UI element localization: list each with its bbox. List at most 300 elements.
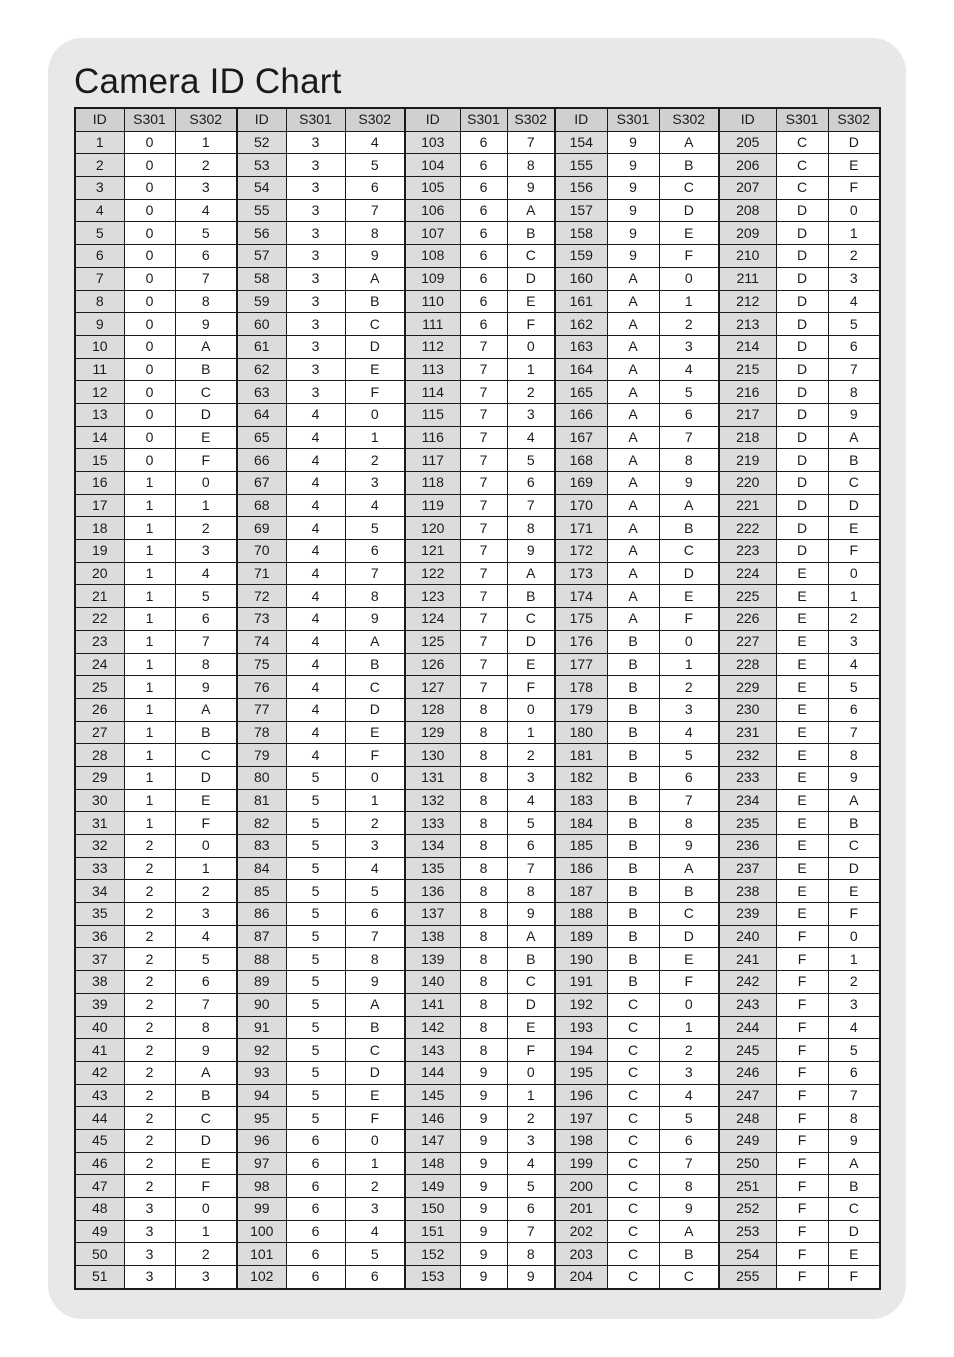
s302-cell: 5: [659, 381, 719, 404]
s301-cell: 9: [460, 1084, 507, 1107]
s302-cell: 7: [828, 358, 880, 381]
s302-cell: 4: [507, 1152, 555, 1175]
s301-cell: C: [607, 1107, 659, 1130]
table-row: [75, 177, 880, 200]
table-body: [75, 131, 880, 1289]
s302-cell: 3: [659, 1061, 719, 1084]
s301-cell: 6: [460, 131, 507, 154]
camera-id-table: [74, 107, 881, 1290]
s301-cell: 0: [124, 177, 175, 200]
s302-cell: F: [659, 608, 719, 631]
s301-cell: E: [776, 721, 828, 744]
s302-cell: B: [345, 653, 405, 676]
s302-cell: A: [507, 562, 555, 585]
id-cell: 119: [405, 494, 460, 517]
s301-cell: F: [776, 948, 828, 971]
s301-cell: 0: [124, 403, 175, 426]
s301-cell: 2: [124, 1039, 175, 1062]
id-cell: 97: [237, 1152, 286, 1175]
id-cell: 98: [237, 1175, 286, 1198]
s302-cell: 5: [828, 313, 880, 336]
s302-cell: 8: [659, 1175, 719, 1198]
table-row: [75, 789, 880, 812]
table-row: [75, 585, 880, 608]
s302-cell: A: [507, 199, 555, 222]
s301-cell: 0: [124, 222, 175, 245]
s301-cell: 4: [286, 494, 345, 517]
id-cell: 23: [75, 630, 124, 653]
s302-cell: 4: [507, 789, 555, 812]
s301-cell: 1: [124, 540, 175, 563]
id-cell: 113: [405, 358, 460, 381]
s302-cell: F: [828, 903, 880, 926]
s302-cell: B: [507, 585, 555, 608]
id-cell: 38: [75, 971, 124, 994]
id-cell: 16: [75, 472, 124, 495]
s302-cell: 0: [507, 1061, 555, 1084]
s301-cell: 8: [460, 789, 507, 812]
s301-cell: A: [607, 403, 659, 426]
s301-cell: 9: [607, 222, 659, 245]
s302-cell: 5: [175, 222, 237, 245]
id-cell: 72: [237, 585, 286, 608]
id-cell: 168: [555, 449, 607, 472]
s301-cell: 1: [124, 630, 175, 653]
s301-cell: B: [607, 835, 659, 858]
id-cell: 253: [719, 1220, 776, 1243]
s301-cell: E: [776, 880, 828, 903]
s302-cell: D: [828, 857, 880, 880]
s302-cell: 1: [828, 585, 880, 608]
id-cell: 160: [555, 267, 607, 290]
s301-cell: F: [776, 971, 828, 994]
id-cell: 63: [237, 381, 286, 404]
table-row: [75, 1129, 880, 1152]
s302-cell: 4: [345, 494, 405, 517]
id-cell: 229: [719, 676, 776, 699]
table-row: [75, 426, 880, 449]
id-cell: 57: [237, 245, 286, 268]
table-row: [75, 630, 880, 653]
table-row: [75, 335, 880, 358]
id-cell: 250: [719, 1152, 776, 1175]
table-row: [75, 993, 880, 1016]
s302-cell: 7: [828, 1084, 880, 1107]
id-cell: 166: [555, 403, 607, 426]
s302-cell: E: [175, 789, 237, 812]
table-row: [75, 1198, 880, 1221]
s302-cell: 1: [828, 222, 880, 245]
s302-cell: 6: [659, 1129, 719, 1152]
s302-cell: D: [828, 1220, 880, 1243]
id-cell: 90: [237, 993, 286, 1016]
id-cell: 26: [75, 698, 124, 721]
s302-cell: 8: [659, 812, 719, 835]
id-cell: 94: [237, 1084, 286, 1107]
s301-cell: 5: [286, 948, 345, 971]
s301-cell: 9: [460, 1107, 507, 1130]
s301-cell: C: [607, 1129, 659, 1152]
id-cell: 78: [237, 721, 286, 744]
id-cell: 247: [719, 1084, 776, 1107]
s301-cell: A: [607, 267, 659, 290]
id-cell: 210: [719, 245, 776, 268]
s302-cell: 2: [345, 449, 405, 472]
s301-cell: 6: [286, 1243, 345, 1266]
s302-cell: 7: [175, 993, 237, 1016]
s302-cell: D: [175, 766, 237, 789]
id-cell: 243: [719, 993, 776, 1016]
s301-cell: E: [776, 766, 828, 789]
s302-cell: 9: [659, 472, 719, 495]
id-cell: 106: [405, 199, 460, 222]
id-cell: 31: [75, 812, 124, 835]
s302-cell: 7: [175, 267, 237, 290]
id-cell: 181: [555, 744, 607, 767]
s302-cell: 1: [175, 494, 237, 517]
s302-cell: A: [659, 1220, 719, 1243]
s302-cell: 7: [345, 562, 405, 585]
s301-cell: 8: [460, 971, 507, 994]
s301-cell: 5: [286, 789, 345, 812]
s302-cell: 1: [828, 948, 880, 971]
table-row: [75, 698, 880, 721]
s301-cell: 5: [286, 835, 345, 858]
s301-cell: F: [776, 1129, 828, 1152]
s302-cell: 1: [507, 721, 555, 744]
s301-cell: D: [776, 245, 828, 268]
id-cell: 3: [75, 177, 124, 200]
id-cell: 11: [75, 358, 124, 381]
id-cell: 60: [237, 313, 286, 336]
s302-cell: 1: [659, 1016, 719, 1039]
s301-cell: 3: [286, 245, 345, 268]
s302-cell: 1: [659, 290, 719, 313]
id-cell: 198: [555, 1129, 607, 1152]
id-cell: 88: [237, 948, 286, 971]
id-cell: 69: [237, 517, 286, 540]
s301-cell: 4: [286, 676, 345, 699]
id-cell: 117: [405, 449, 460, 472]
s302-cell: A: [828, 426, 880, 449]
s301-cell: C: [607, 1198, 659, 1221]
id-cell: 153: [405, 1266, 460, 1289]
s302-cell: D: [345, 335, 405, 358]
id-cell: 154: [555, 131, 607, 154]
s301-cell: 5: [286, 1039, 345, 1062]
s302-cell: 9: [507, 540, 555, 563]
s301-cell: 4: [286, 403, 345, 426]
s301-cell: 4: [286, 540, 345, 563]
s302-cell: 4: [175, 199, 237, 222]
id-cell: 20: [75, 562, 124, 585]
id-cell: 211: [719, 267, 776, 290]
s302-cell: 3: [175, 177, 237, 200]
s301-cell: 2: [124, 993, 175, 1016]
s302-cell: 8: [659, 449, 719, 472]
s302-cell: 7: [507, 494, 555, 517]
s302-cell: 2: [507, 381, 555, 404]
s301-cell: 6: [460, 290, 507, 313]
s302-cell: 1: [659, 653, 719, 676]
id-cell: 221: [719, 494, 776, 517]
id-cell: 232: [719, 744, 776, 767]
table-row: [75, 222, 880, 245]
id-cell: 101: [237, 1243, 286, 1266]
s301-cell: A: [607, 494, 659, 517]
s302-cell: A: [659, 131, 719, 154]
s301-cell: 4: [286, 630, 345, 653]
s302-cell: 3: [175, 540, 237, 563]
s301-cell: B: [607, 948, 659, 971]
id-cell: 74: [237, 630, 286, 653]
s301-cell: 3: [286, 199, 345, 222]
table-row: [75, 608, 880, 631]
id-cell: 219: [719, 449, 776, 472]
s301-cell: E: [776, 744, 828, 767]
header-id: ID: [719, 108, 776, 131]
id-cell: 100: [237, 1220, 286, 1243]
id-cell: 13: [75, 403, 124, 426]
s302-cell: 9: [507, 1266, 555, 1289]
s302-cell: 9: [828, 1129, 880, 1152]
table-row: [75, 1266, 880, 1289]
s302-cell: 1: [507, 358, 555, 381]
s301-cell: 5: [286, 1084, 345, 1107]
s301-cell: 4: [286, 426, 345, 449]
id-cell: 235: [719, 812, 776, 835]
s301-cell: 3: [286, 381, 345, 404]
id-cell: 53: [237, 154, 286, 177]
s301-cell: B: [607, 880, 659, 903]
id-cell: 25: [75, 676, 124, 699]
s302-cell: 6: [507, 1198, 555, 1221]
id-cell: 59: [237, 290, 286, 313]
id-cell: 15: [75, 449, 124, 472]
s301-cell: B: [607, 744, 659, 767]
s302-cell: 3: [828, 630, 880, 653]
s302-cell: A: [659, 857, 719, 880]
s301-cell: D: [776, 494, 828, 517]
s301-cell: 3: [124, 1243, 175, 1266]
id-cell: 49: [75, 1220, 124, 1243]
s302-cell: 2: [828, 245, 880, 268]
id-cell: 220: [719, 472, 776, 495]
s302-cell: 2: [828, 971, 880, 994]
id-cell: 103: [405, 131, 460, 154]
s302-cell: 8: [345, 222, 405, 245]
s301-cell: F: [776, 1061, 828, 1084]
id-cell: 206: [719, 154, 776, 177]
s301-cell: 9: [460, 1152, 507, 1175]
s301-cell: B: [607, 971, 659, 994]
s301-cell: 2: [124, 857, 175, 880]
id-cell: 9: [75, 313, 124, 336]
s302-cell: 2: [175, 1243, 237, 1266]
id-cell: 131: [405, 766, 460, 789]
s301-cell: D: [776, 403, 828, 426]
id-cell: 252: [719, 1198, 776, 1221]
s301-cell: D: [776, 540, 828, 563]
s302-cell: 7: [828, 721, 880, 744]
s302-cell: B: [507, 948, 555, 971]
id-cell: 144: [405, 1061, 460, 1084]
id-cell: 142: [405, 1016, 460, 1039]
s301-cell: D: [776, 449, 828, 472]
s302-cell: 2: [175, 154, 237, 177]
s301-cell: B: [607, 925, 659, 948]
s302-cell: 0: [175, 1198, 237, 1221]
s301-cell: 5: [286, 857, 345, 880]
id-cell: 80: [237, 766, 286, 789]
s302-cell: 7: [659, 789, 719, 812]
id-cell: 28: [75, 744, 124, 767]
s301-cell: 5: [286, 993, 345, 1016]
s302-cell: 0: [175, 835, 237, 858]
s301-cell: 9: [607, 245, 659, 268]
s302-cell: 0: [345, 403, 405, 426]
table-row: [75, 154, 880, 177]
id-cell: 91: [237, 1016, 286, 1039]
s301-cell: 5: [286, 925, 345, 948]
s302-cell: 9: [659, 1198, 719, 1221]
s301-cell: 8: [460, 1039, 507, 1062]
s301-cell: 0: [124, 381, 175, 404]
table-row: [75, 653, 880, 676]
id-cell: 126: [405, 653, 460, 676]
s302-cell: 1: [345, 789, 405, 812]
s302-cell: 9: [659, 835, 719, 858]
id-cell: 44: [75, 1107, 124, 1130]
s301-cell: 7: [460, 653, 507, 676]
id-cell: 155: [555, 154, 607, 177]
s301-cell: A: [607, 358, 659, 381]
s302-cell: 5: [345, 517, 405, 540]
id-cell: 52: [237, 131, 286, 154]
table-row: [75, 381, 880, 404]
id-cell: 245: [719, 1039, 776, 1062]
s302-cell: 6: [345, 540, 405, 563]
id-cell: 182: [555, 766, 607, 789]
s301-cell: 4: [286, 517, 345, 540]
id-cell: 81: [237, 789, 286, 812]
header-s302: S302: [659, 108, 719, 131]
s301-cell: 9: [460, 1198, 507, 1221]
s302-cell: 2: [507, 744, 555, 767]
s301-cell: 8: [460, 948, 507, 971]
id-cell: 183: [555, 789, 607, 812]
s302-cell: 4: [659, 1084, 719, 1107]
s302-cell: C: [659, 177, 719, 200]
s301-cell: 4: [286, 449, 345, 472]
s301-cell: 8: [460, 903, 507, 926]
s302-cell: 8: [828, 744, 880, 767]
id-cell: 110: [405, 290, 460, 313]
s301-cell: 2: [124, 948, 175, 971]
s302-cell: D: [175, 403, 237, 426]
s302-cell: 8: [175, 1016, 237, 1039]
id-cell: 114: [405, 381, 460, 404]
s301-cell: D: [776, 335, 828, 358]
s301-cell: 3: [286, 177, 345, 200]
s301-cell: 2: [124, 1084, 175, 1107]
s301-cell: 7: [460, 426, 507, 449]
s302-cell: A: [175, 698, 237, 721]
s301-cell: 4: [286, 721, 345, 744]
s301-cell: D: [776, 381, 828, 404]
s301-cell: 0: [124, 199, 175, 222]
id-cell: 223: [719, 540, 776, 563]
id-cell: 66: [237, 449, 286, 472]
s301-cell: 1: [124, 608, 175, 631]
s301-cell: D: [776, 290, 828, 313]
id-cell: 190: [555, 948, 607, 971]
s301-cell: A: [607, 335, 659, 358]
s301-cell: E: [776, 653, 828, 676]
s301-cell: C: [607, 1084, 659, 1107]
s301-cell: B: [607, 653, 659, 676]
s301-cell: 1: [124, 653, 175, 676]
id-cell: 65: [237, 426, 286, 449]
s301-cell: 4: [286, 585, 345, 608]
s301-cell: 5: [286, 1016, 345, 1039]
id-cell: 185: [555, 835, 607, 858]
s301-cell: B: [607, 766, 659, 789]
table-row: [75, 358, 880, 381]
s301-cell: B: [607, 698, 659, 721]
id-cell: 123: [405, 585, 460, 608]
s302-cell: E: [659, 585, 719, 608]
id-cell: 39: [75, 993, 124, 1016]
id-cell: 246: [719, 1061, 776, 1084]
s301-cell: 4: [286, 653, 345, 676]
s301-cell: 1: [124, 698, 175, 721]
table-row: [75, 1016, 880, 1039]
id-cell: 130: [405, 744, 460, 767]
s301-cell: 2: [124, 1175, 175, 1198]
s302-cell: B: [828, 1175, 880, 1198]
s301-cell: 6: [286, 1129, 345, 1152]
s302-cell: 3: [828, 267, 880, 290]
s301-cell: C: [607, 1266, 659, 1289]
header-id: ID: [237, 108, 286, 131]
id-cell: 216: [719, 381, 776, 404]
s302-cell: E: [175, 1152, 237, 1175]
id-cell: 83: [237, 835, 286, 858]
id-cell: 75: [237, 653, 286, 676]
s302-cell: 3: [345, 472, 405, 495]
s301-cell: 7: [460, 335, 507, 358]
s302-cell: 5: [345, 880, 405, 903]
s301-cell: 0: [124, 245, 175, 268]
table-row: [75, 494, 880, 517]
s302-cell: 5: [659, 1107, 719, 1130]
s302-cell: A: [828, 789, 880, 812]
s301-cell: 8: [460, 698, 507, 721]
id-cell: 199: [555, 1152, 607, 1175]
id-cell: 46: [75, 1152, 124, 1175]
header-s301: S301: [607, 108, 659, 131]
s301-cell: B: [607, 630, 659, 653]
table-row: [75, 1175, 880, 1198]
id-cell: 200: [555, 1175, 607, 1198]
table-row: [75, 290, 880, 313]
id-cell: 82: [237, 812, 286, 835]
id-cell: 48: [75, 1198, 124, 1221]
s302-cell: C: [828, 835, 880, 858]
s302-cell: C: [507, 608, 555, 631]
id-cell: 67: [237, 472, 286, 495]
